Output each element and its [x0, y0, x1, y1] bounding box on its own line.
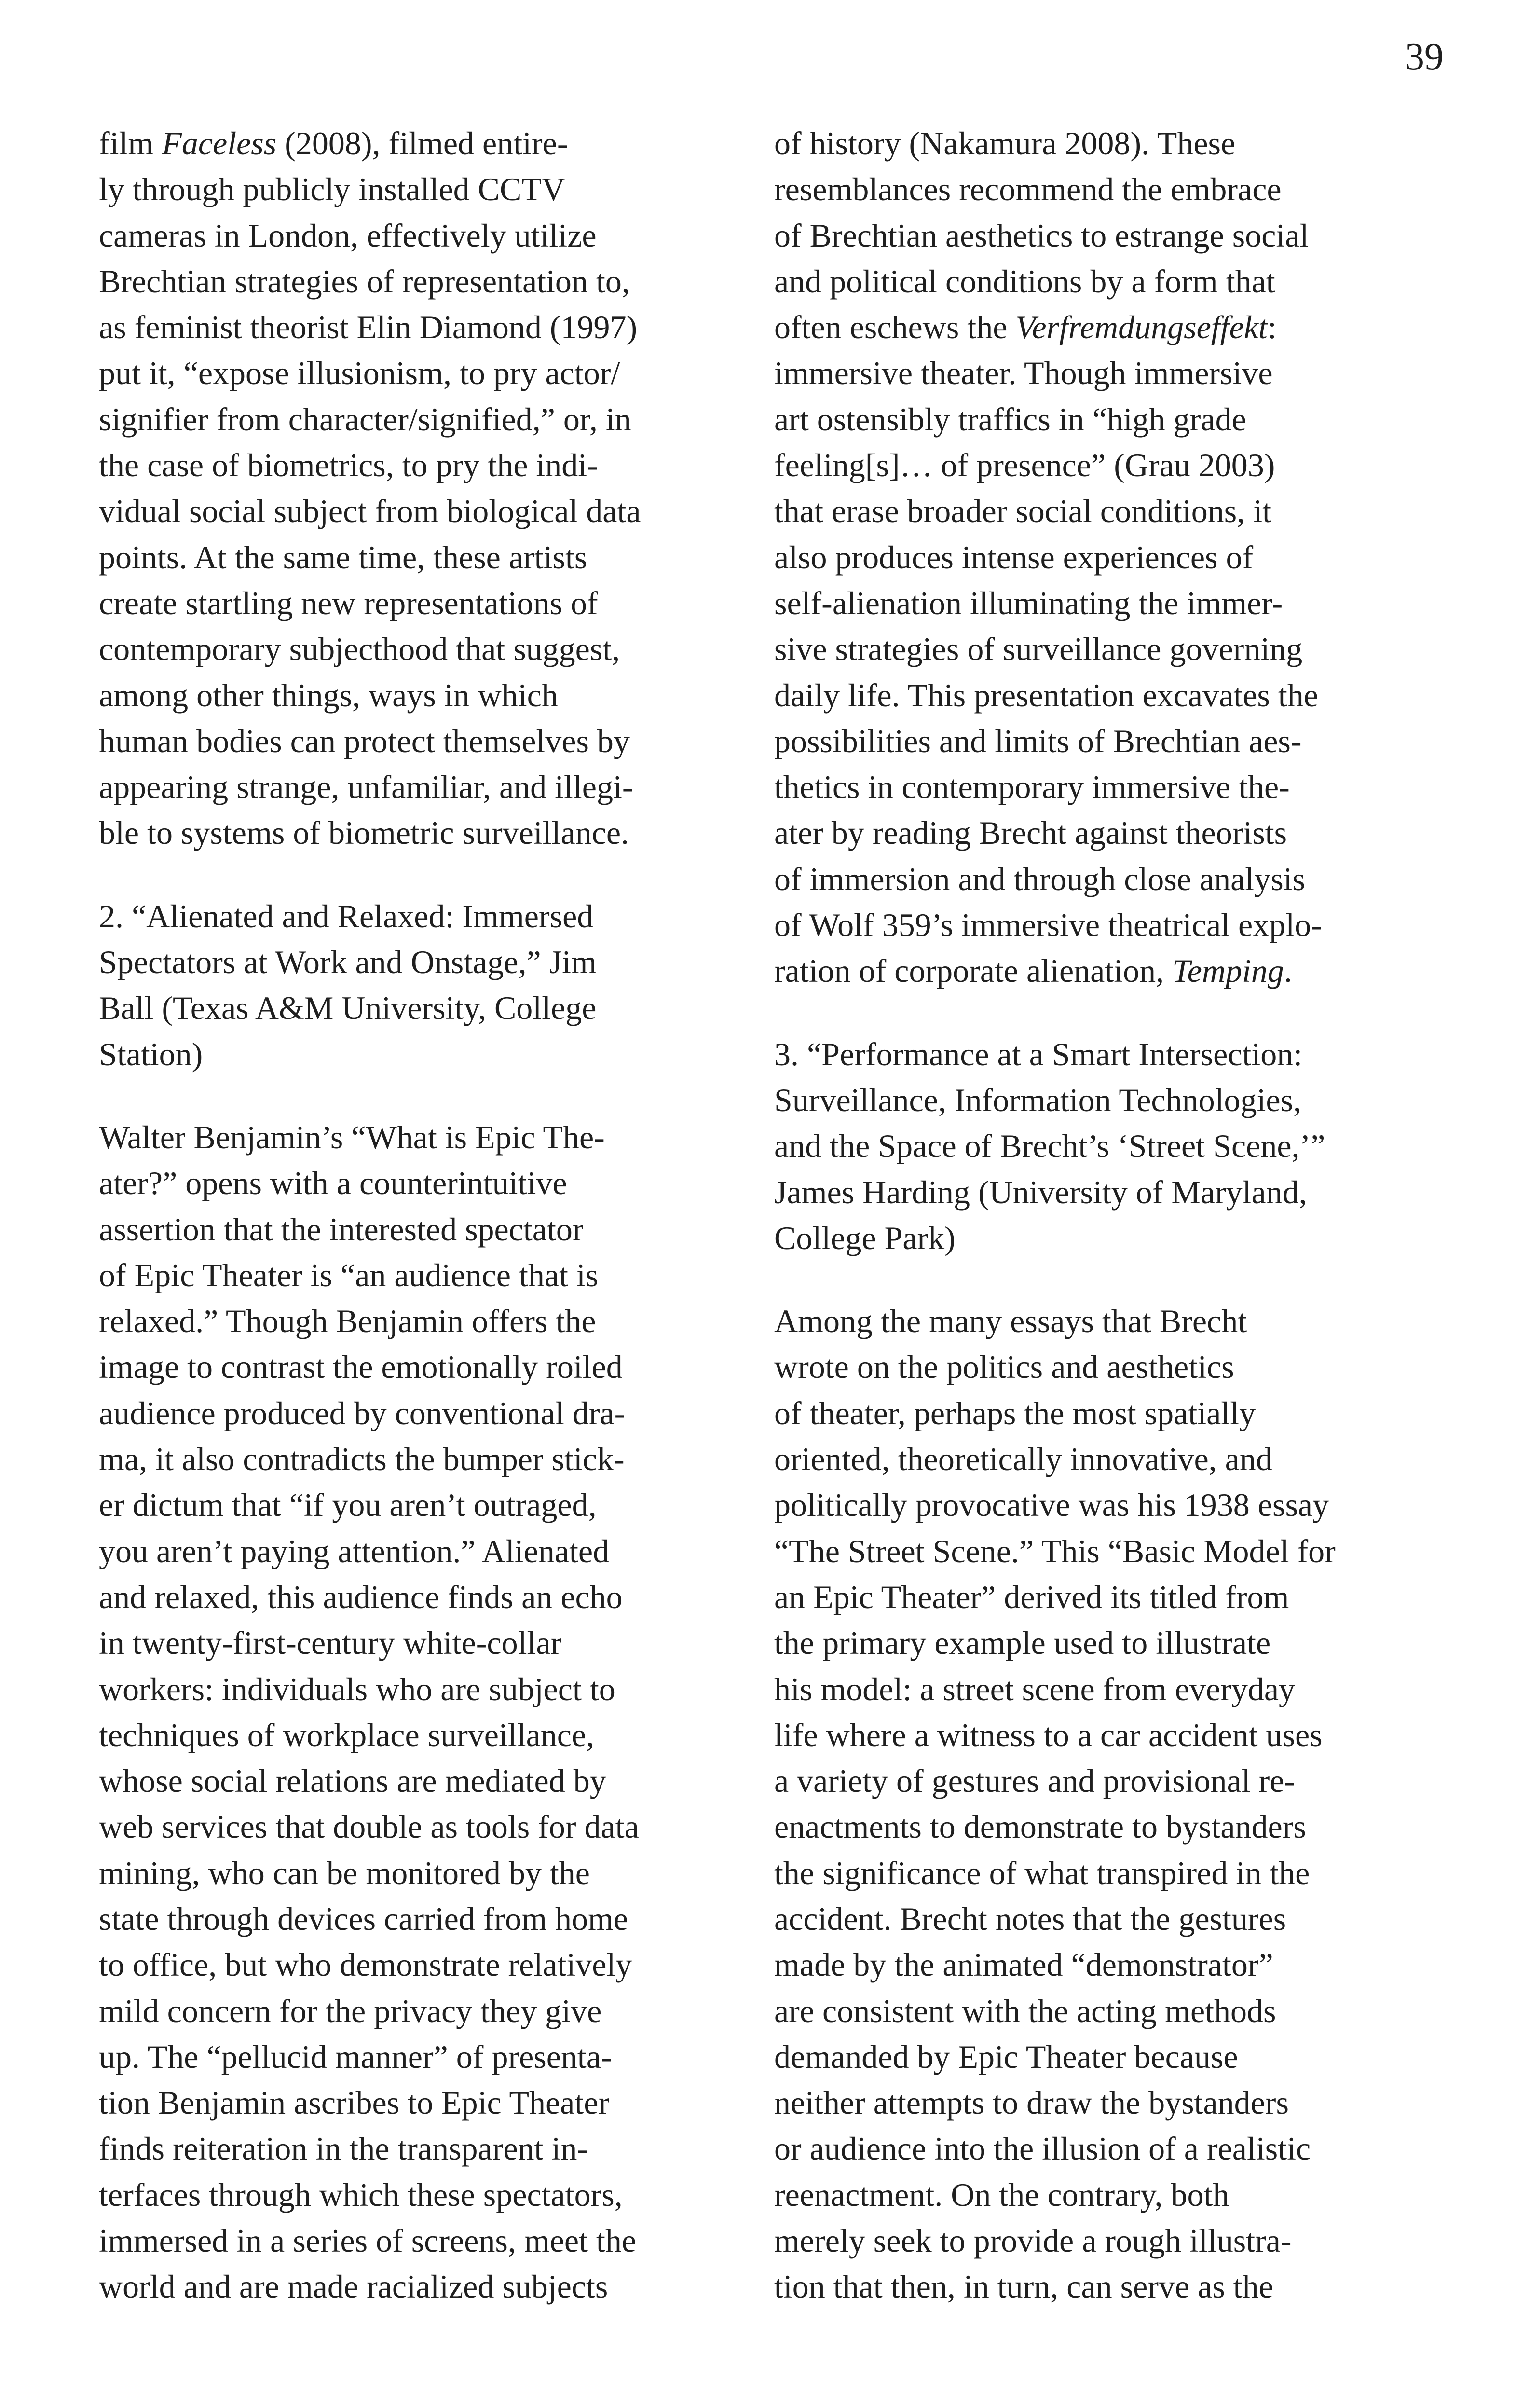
- text-line: often eschews the Verfremdungseffekt:: [774, 309, 1277, 346]
- text-line: also produces intense experiences of: [774, 538, 1254, 576]
- text-line: cameras in London, effectively utilize: [99, 217, 597, 254]
- text-line: that erase broader social conditions, it: [774, 493, 1271, 530]
- text-line: sive strategies of surveillance governing: [774, 631, 1303, 668]
- text-line: resemblances recommend the embrace: [774, 171, 1282, 208]
- text-line: ration of corporate alienation, Temping.: [774, 952, 1292, 990]
- text-line: “The Street Scene.” This “Basic Model for: [774, 1532, 1336, 1569]
- text-line: to office, but who demonstrate relatively: [99, 1946, 632, 1983]
- section-heading-3: [774, 1032, 1420, 1261]
- page-number: 39: [1405, 36, 1444, 78]
- text-line: tion that then, in turn, can serve as the: [774, 2268, 1273, 2305]
- text-line: feeling[s]… of presence” (Grau 2003): [774, 447, 1275, 484]
- text-line: accident. Brecht notes that the gestures: [774, 1900, 1286, 1937]
- heading-line: Surveillance, Information Technologies,: [774, 1081, 1302, 1118]
- text-line: whose social relations are mediated by: [99, 1762, 606, 1800]
- heading-line: Spectators at Work and Onstage,” Jim: [99, 944, 597, 981]
- text-line: up. The “pellucid manner” of presenta-: [99, 2038, 612, 2075]
- text-line: an Epic Theater” derived its titled from: [774, 1578, 1289, 1615]
- text-line: tion Benjamin ascribes to Epic Theater: [99, 2084, 610, 2121]
- text-line: appearing strange, unfamiliar, and illegi-: [99, 769, 633, 806]
- text-line: put it, “expose illusionism, to pry actor/: [99, 355, 620, 392]
- text-line: er dictum that “if you aren’t outraged,: [99, 1486, 597, 1524]
- paragraph-faceless: [99, 121, 745, 856]
- text-line: neither attempts to draw the bystanders: [774, 2084, 1289, 2121]
- text-line: Walter Benjamin’s “What is Epic The-: [99, 1118, 605, 1156]
- paragraph-street-scene: [774, 1298, 1420, 2310]
- text-line: oriented, theoretically innovative, and: [774, 1441, 1272, 1478]
- text-line: create startling new representations of: [99, 584, 598, 621]
- text-line: the case of biometrics, to pry the indi-: [99, 447, 598, 484]
- text-line: ly through publicly installed CCTV: [99, 171, 566, 208]
- text-line: immersive theater. Though immersive: [774, 355, 1273, 392]
- heading-line: Station): [99, 1035, 203, 1073]
- left-column: [99, 121, 745, 2310]
- heading-line: College Park): [774, 1219, 956, 1256]
- heading-line: Ball (Texas A&M University, College: [99, 990, 597, 1027]
- text-line: ater by reading Brecht against theorists: [774, 814, 1287, 852]
- text-line: vidual social subject from biological data: [99, 493, 641, 530]
- text-line: thetics in contemporary immersive the-: [774, 769, 1290, 806]
- text-line: film Faceless (2008), filmed entire-: [99, 125, 568, 162]
- text-line: ater?” opens with a counterintuitive: [99, 1165, 567, 1202]
- text-line: merely seek to provide a rough illustra-: [774, 2222, 1292, 2259]
- text-line: web services that double as tools for data: [99, 1808, 639, 1845]
- text-line: the primary example used to illustrate: [774, 1624, 1271, 1662]
- text-line: are consistent with the acting methods: [774, 1992, 1276, 2029]
- text-line: or audience into the illusion of a realistic: [774, 2130, 1311, 2167]
- text-line: his model: a street scene from everyday: [774, 1670, 1296, 1707]
- heading-line: James Harding (University of Maryland,: [774, 1173, 1307, 1211]
- text-line: daily life. This presentation excavates the: [774, 676, 1318, 714]
- text-line: terfaces through which these spectators,: [99, 2176, 623, 2213]
- text-line: mild concern for the privacy they give: [99, 1992, 602, 2029]
- text-line: politically provocative was his 1938 essay: [774, 1486, 1329, 1524]
- text-line: of history (Nakamura 2008). These: [774, 125, 1236, 162]
- text-line: art ostensibly traffics in “high grade: [774, 400, 1246, 438]
- text-line: human bodies can protect themselves by: [99, 722, 630, 759]
- heading-line: 3. “Performance at a Smart Intersection:: [774, 1035, 1303, 1073]
- text-line: of immersion and through close analysis: [774, 860, 1306, 897]
- italic-term-verfremdungseffekt: Verfremdungseffekt: [1015, 309, 1268, 346]
- text-line: techniques of workplace surveillance,: [99, 1716, 595, 1753]
- text-line: ma, it also contradicts the bumper stick-: [99, 1441, 625, 1478]
- italic-title-faceless: Faceless: [162, 125, 277, 162]
- text-line: signifier from character/signified,” or, in: [99, 400, 631, 438]
- paragraph-benjamin: [99, 1115, 745, 2310]
- text-line: ble to systems of biometric surveillance.: [99, 814, 629, 852]
- text-line: possibilities and limits of Brechtian aes-: [774, 722, 1302, 759]
- right-column: [774, 121, 1420, 2310]
- text-line: immersed in a series of screens, meet the: [99, 2222, 637, 2259]
- text-line: relaxed.” Though Benjamin offers the: [99, 1303, 596, 1340]
- text-line: as feminist theorist Elin Diamond (1997): [99, 309, 638, 346]
- text-line: self-alienation illuminating the immer-: [774, 584, 1283, 621]
- text-line: of Brechtian aesthetics to estrange social: [774, 217, 1309, 254]
- text-line: assertion that the interested spectator: [99, 1211, 584, 1248]
- text-line: the significance of what transpired in the: [774, 1854, 1310, 1891]
- text-line: finds reiteration in the transparent in-: [99, 2130, 588, 2167]
- text-line: world and are made racialized subjects: [99, 2268, 608, 2305]
- italic-title-temping: Temping: [1172, 952, 1284, 990]
- paragraph-immersive-theater: [774, 121, 1420, 994]
- text-line: audience produced by conventional dra-: [99, 1394, 626, 1431]
- text-line: among other things, ways in which: [99, 676, 558, 714]
- text-line: enactments to demonstrate to bystanders: [774, 1808, 1306, 1845]
- text-line: Brechtian strategies of representation to,: [99, 262, 630, 300]
- text-line: life where a witness to a car accident uses: [774, 1716, 1323, 1753]
- text-line: a variety of gestures and provisional re-: [774, 1762, 1296, 1800]
- text-line: of theater, perhaps the most spatially: [774, 1394, 1256, 1431]
- text-line: mining, who can be monitored by the: [99, 1854, 590, 1891]
- text-line: in twenty-first-century white-collar: [99, 1624, 562, 1662]
- text-line: of Epic Theater is “an audience that is: [99, 1256, 599, 1293]
- text-line: demanded by Epic Theater because: [774, 2038, 1238, 2075]
- text-line: Among the many essays that Brecht: [774, 1303, 1247, 1340]
- heading-line: and the Space of Brecht’s ‘Street Scene,’”: [774, 1128, 1325, 1165]
- text-line: of Wolf 359’s immersive theatrical explo-: [774, 907, 1322, 944]
- text-line: points. At the same time, these artists: [99, 538, 587, 576]
- text-line: reenactment. On the contrary, both: [774, 2176, 1229, 2213]
- text-line: made by the animated “demonstrator”: [774, 1946, 1273, 1983]
- text-line: contemporary subjecthood that suggest,: [99, 631, 620, 668]
- text-line: you aren’t paying attention.” Alienated: [99, 1532, 610, 1569]
- text-line: state through devices carried from home: [99, 1900, 628, 1937]
- text-line: and political conditions by a form that: [774, 262, 1275, 300]
- heading-line: 2. “Alienated and Relaxed: Immersed: [99, 897, 594, 935]
- text-line: and relaxed, this audience finds an echo: [99, 1578, 623, 1615]
- section-heading-2: [99, 894, 745, 1077]
- text-line: wrote on the politics and aesthetics: [774, 1348, 1234, 1386]
- text-line: image to contrast the emotionally roiled: [99, 1348, 623, 1386]
- text-line: workers: individuals who are subject to: [99, 1670, 615, 1707]
